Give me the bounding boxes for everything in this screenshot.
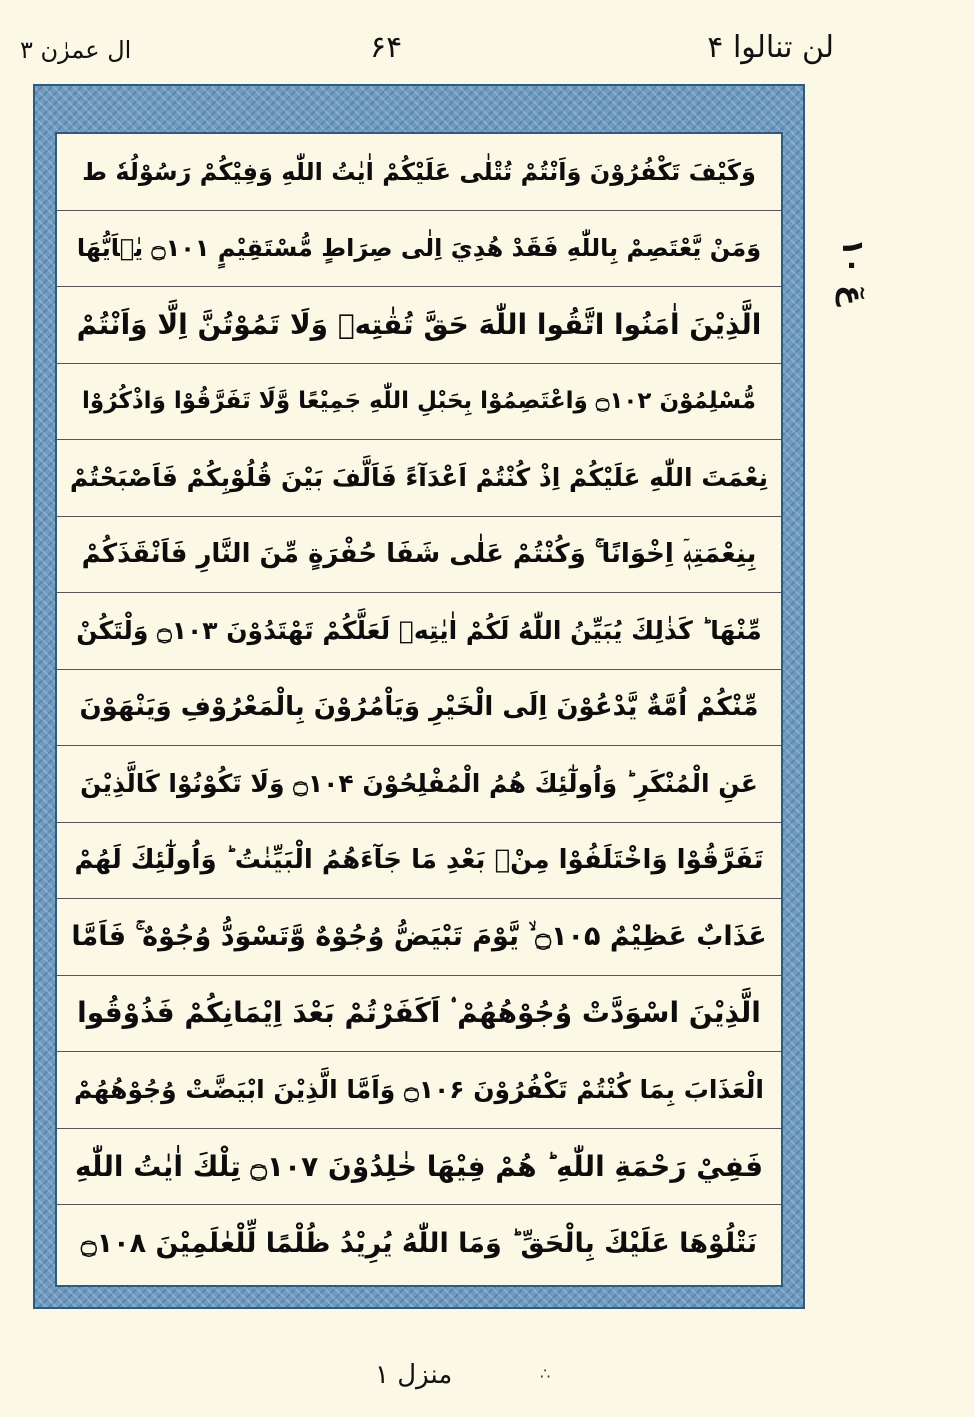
surah-name: ال عمرٰن ۳ bbox=[20, 36, 132, 64]
verse-text: عَذَابٌ عَظِيْمٌ ۝۱۰۵ ۙ يَّوْمَ تَبْيَضُّ وُجُوْهٌ وَّتَسْوَدُّ وُجُوْهٌ ۚ فَاَمَّا bbox=[71, 920, 767, 952]
text-panel bbox=[55, 132, 783, 1287]
verse-text: وَكَيْفَ تَكْفُرُوْنَ وَاَنْتُمْ تُتْلٰى عَلَيْكُمْ اٰيٰتُ اللّٰهِ وَفِيْكُمْ رَسُوْلُهٗ ط bbox=[82, 157, 756, 186]
manzil-label: منزل ۱ bbox=[375, 1360, 453, 1390]
text-line bbox=[57, 364, 781, 441]
text-line bbox=[57, 1205, 781, 1282]
verse-text: الَّذِيْنَ اسْوَدَّتْ وُجُوْهُهُمْ ۟ اَكَفَرْتُمْ بَعْدَ اِيْمَانِكُمْ فَذُوْقُوا bbox=[77, 996, 761, 1030]
text-line bbox=[57, 287, 781, 364]
text-line bbox=[57, 211, 781, 288]
verse-text: مُّسْلِمُوْنَ ۝۱۰۲ وَاعْتَصِمُوْا بِحَبْلِ اللّٰهِ جَمِيْعًا وَّلَا تَفَرَّقُوْا وَاذْكُرُوْا bbox=[82, 388, 756, 415]
page-footer bbox=[0, 1360, 974, 1410]
verse-text: وَمَنْ يَّعْتَصِمْ بِاللّٰهِ فَقَدْ هُدِيَ اِلٰى صِرَاطٍ مُّسْتَقِيْمٍ ۝۱۰۱ يٰۤاَيُّهَا bbox=[76, 234, 762, 263]
text-line bbox=[57, 593, 781, 670]
verse-text: الْعَذَابَ بِمَا كُنْتُمْ تَكْفُرُوْنَ ۝۱۰۶ وَاَمَّا الَّذِيْنَ ابْيَضَّتْ وُجُوْهُهُمْ bbox=[74, 1075, 764, 1105]
text-line bbox=[57, 440, 781, 517]
text-line bbox=[57, 899, 781, 976]
verse-text: بِنِعْمَتِهٖۤ اِخْوَانًا ۚ وَكُنْتُمْ عَلٰى شَفَا حُفْرَةٍ مِّنَ النَّارِ فَاَنْقَذَكُمْ bbox=[81, 538, 757, 569]
text-line bbox=[57, 976, 781, 1053]
text-line bbox=[57, 1129, 781, 1206]
juz-name: لن تنالوا ۴ bbox=[707, 30, 834, 65]
text-line bbox=[57, 746, 781, 823]
verse-text: مِّنْهَا ؕ كَذٰلِكَ يُبَيِّنُ اللّٰهُ لَكُمْ اٰيٰتِهٖ لَعَلَّكُمْ تَهْتَدُوْنَ ۝۱۰۳ وَلْتَكُنْ bbox=[76, 616, 762, 646]
ruku-marker: عٓ ۱۰ bbox=[835, 238, 870, 306]
text-line bbox=[57, 670, 781, 747]
page-header bbox=[0, 0, 974, 80]
verse-text: نِعْمَتَ اللّٰهِ عَلَيْكُمْ اِذْ كُنْتُمْ اَعْدَآءً فَاَلَّفَ بَيْنَ قُلُوْبِكُمْ فَاَصْبَحْتُمْ bbox=[69, 463, 769, 493]
ornamental-border bbox=[33, 84, 805, 1309]
page-number: ۶۴ bbox=[370, 30, 403, 65]
verse-text: عَنِ الْمُنْكَرِ ؕ وَاُولٰٓئِكَ هُمُ الْمُفْلِحُوْنَ ۝۱۰۴ وَلَا تَكُوْنُوْا كَالَّذِيْنَ bbox=[80, 769, 758, 799]
verse-text: نَتْلُوْهَا عَلَيْكَ بِالْحَقِّ ؕ وَمَا اللّٰهُ يُرِيْدُ ظُلْمًا لِّلْعٰلَمِيْنَ ۝۱۰۸ bbox=[80, 1227, 758, 1259]
text-line bbox=[57, 517, 781, 594]
verse-text: الَّذِيْنَ اٰمَنُوا اتَّقُوا اللّٰهَ حَقَّ تُقٰتِهٖ وَلَا تَمُوْتُنَّ اِلَّا وَاَنْتُمْ bbox=[76, 308, 762, 342]
verse-text: فَفِيْ رَحْمَةِ اللّٰهِ ؕ هُمْ فِيْهَا خٰلِدُوْنَ ۝۱۰۷ تِلْكَ اٰيٰتُ اللّٰهِ bbox=[74, 1149, 764, 1183]
verse-text: مِّنْكُمْ اُمَّةٌ يَّدْعُوْنَ اِلَى الْخَيْرِ وَيَاْمُرُوْنَ بِالْمَعْرُوْفِ وَيَنْهَوْنَ bbox=[79, 692, 759, 723]
text-line bbox=[57, 1052, 781, 1129]
text-line bbox=[57, 134, 781, 211]
text-line bbox=[57, 823, 781, 900]
verse-text: تَفَرَّقُوْا وَاخْتَلَفُوْا مِنْۢ بَعْدِ مَا جَآءَهُمُ الْبَيِّنٰتُ ؕ وَاُولٰٓئِكَ لَهُمْ bbox=[74, 845, 764, 876]
footer-marks: ∴ bbox=[540, 1364, 553, 1383]
